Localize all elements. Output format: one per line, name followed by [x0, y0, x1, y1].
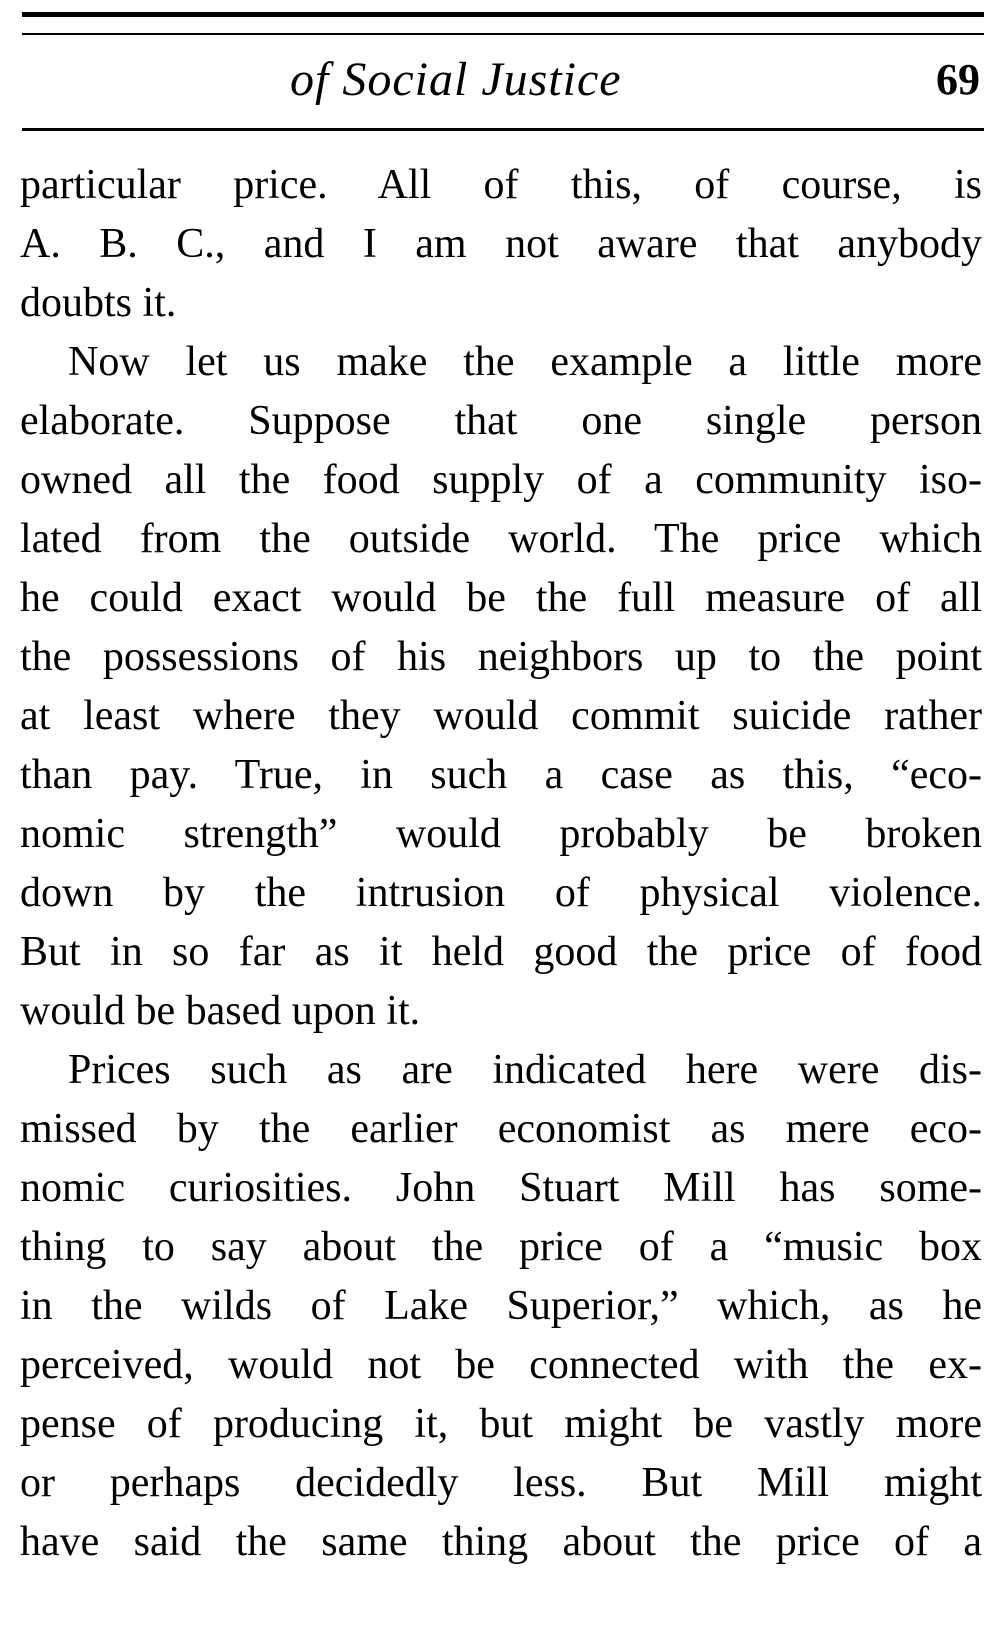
text-line: in the wilds of Lake Superior,” which, as he [20, 1283, 982, 1329]
page-number: 69 [936, 55, 980, 104]
text-line: Prices such as are indicated here were dis- [68, 1047, 982, 1093]
text-line: A. B. C., and I am not aware that anybody [20, 221, 982, 267]
paragraph [20, 156, 982, 333]
text-line: nomic curiosities. John Stuart Mill has some- [20, 1165, 982, 1211]
text-line: pense of producing it, but might be vastly more [20, 1401, 982, 1447]
top-rule-thick [22, 12, 984, 17]
text-line: owned all the food supply of a community iso- [20, 457, 982, 503]
text-line: would be based upon it. [20, 988, 421, 1034]
paragraph [20, 333, 982, 1041]
text-line: at least where they would commit suicide rather [20, 693, 982, 739]
text-line: lated from the outside world. The price which [20, 516, 982, 562]
paragraph [20, 1041, 982, 1572]
text-line: thing to say about the price of a “music box [20, 1224, 982, 1270]
text-line: doubts it. [20, 280, 177, 326]
text-line: Now let us make the example a little more [68, 339, 982, 385]
text-line: particular price. All of this, of course, is [20, 162, 982, 208]
text-line: than pay. True, in such a case as this, “eco- [20, 752, 982, 798]
text-line: down by the intrusion of physical violence. [20, 870, 982, 916]
text-line: the possessions of his neighbors up to the point [20, 634, 982, 680]
top-rule-thin [22, 33, 984, 35]
body-text [20, 156, 982, 1572]
running-title: of Social Justice [290, 53, 622, 106]
text-line: elaborate. Suppose that one single person [20, 398, 982, 444]
text-line: nomic strength” would probably be broken [20, 811, 982, 857]
text-line: perceived, would not be connected with the ex- [20, 1342, 982, 1388]
text-line: or perhaps decidedly less. But Mill might [20, 1460, 982, 1506]
text-line: missed by the earlier economist as mere eco- [20, 1106, 982, 1152]
header-underline [22, 128, 984, 131]
text-line: have said the same thing about the price of a [20, 1519, 982, 1565]
text-line: he could exact would be the full measure of all [20, 575, 982, 621]
text-line: But in so far as it held good the price of food [20, 929, 982, 975]
